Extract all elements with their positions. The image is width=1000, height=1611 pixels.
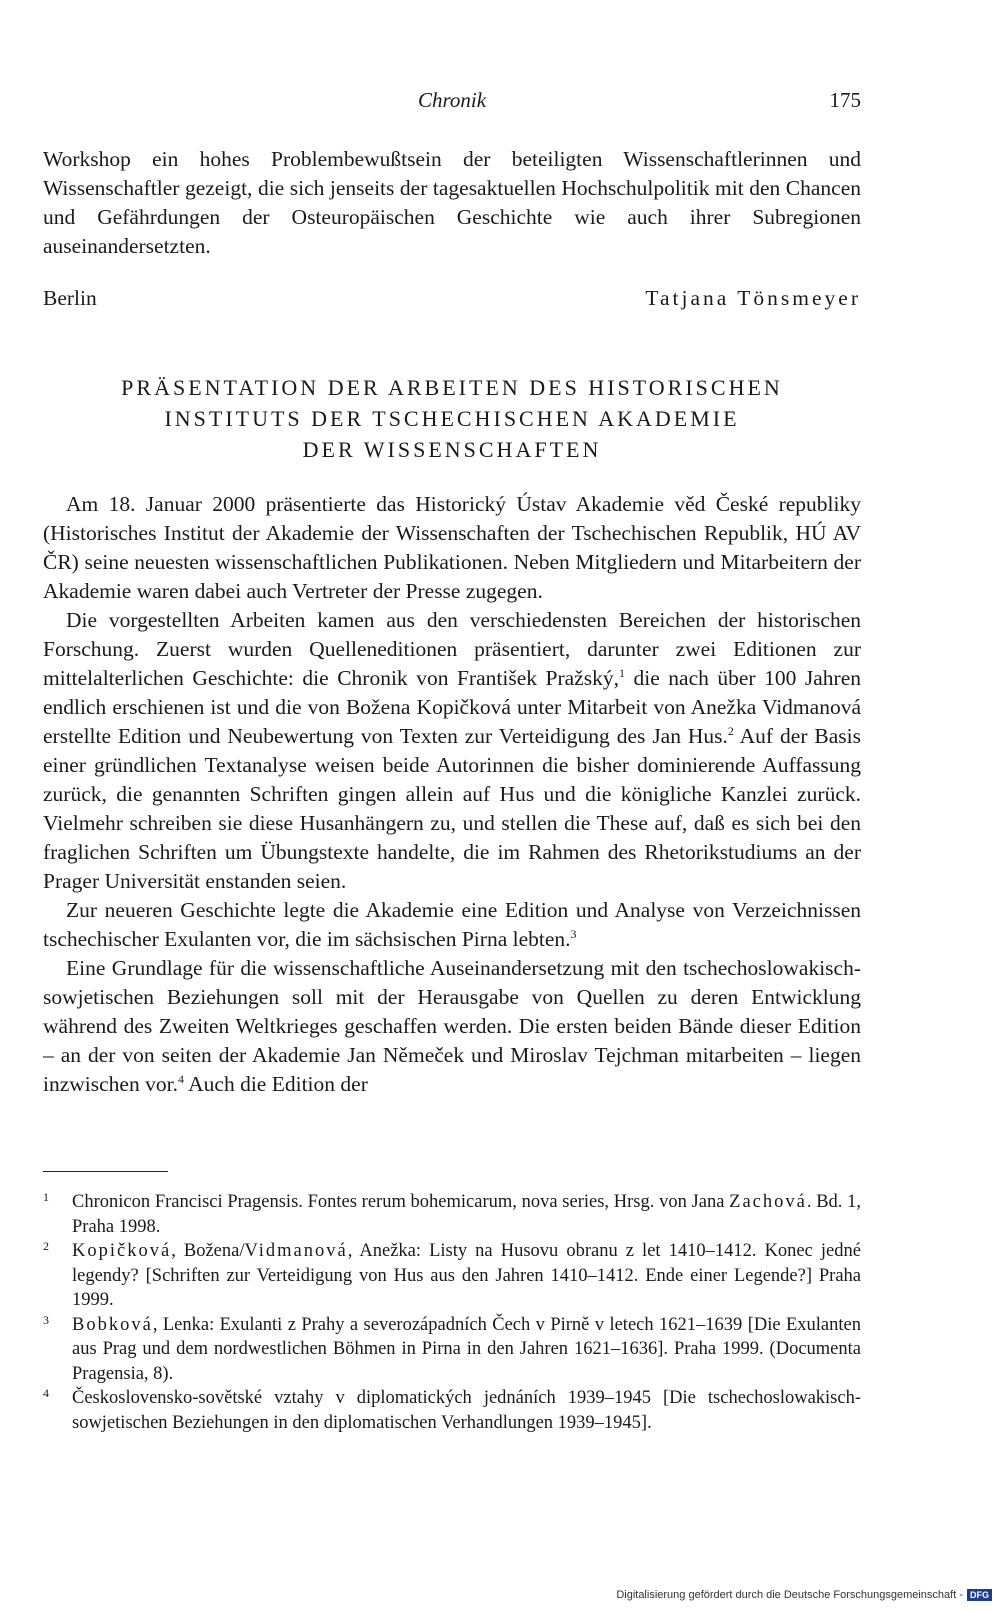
digitization-footer	[616, 1589, 992, 1601]
body-paragraph	[43, 896, 861, 954]
paragraph-text: die nach über 100 Jahren endlich erschienen ist und die von Božena Kopičková unter Mitarbeit von Anežka Vidmanová erstellte Edition und Neubewertung von Texten zur Verteidigung des Jan Hus.	[43, 666, 861, 748]
body-paragraph	[43, 954, 861, 1099]
footnote-mark: 4	[177, 1071, 184, 1086]
footnote-mark: 1	[618, 665, 625, 680]
intro-text	[43, 145, 861, 261]
running-title: Chronik	[417, 88, 487, 112]
section-title-line: PRÄSENTATION DER ARBEITEN DES HISTORISCHEN	[121, 375, 783, 400]
body-paragraph	[43, 490, 861, 606]
section-body	[43, 490, 861, 1099]
footnote-text: , Božena/	[171, 1241, 245, 1261]
footnote-number: 2	[43, 1239, 49, 1253]
footnote-text: Chronicon Francisci Pragensis. Fontes rerum bohemicarum, nova series, Hrsg. von Jana	[72, 1192, 730, 1212]
footnote-author: Kopičková	[72, 1241, 172, 1261]
footnote	[43, 1386, 861, 1435]
footnote	[43, 1239, 861, 1313]
intro-paragraph: Workshop ein hohes Problembewußtsein der beteiligten Wissenschaftlerinnen und Wissenschaftler gezeigt, die sich jenseits der tagesaktuellen Hochschulpolitik mit den Chancen und Gefährdungen der Osteuropäischen Geschichte wie auch ihrer Subregionen auseinandersetzten.	[43, 147, 861, 258]
paragraph-text: Auch die Edition der	[183, 1072, 368, 1096]
section-title-line: DER WISSENSCHAFTEN	[302, 437, 602, 462]
signoff-place: Berlin	[43, 286, 97, 310]
page-number: 175	[829, 88, 861, 112]
footnotes	[43, 1190, 861, 1435]
footnote-number: 1	[43, 1190, 49, 1204]
footnote-number: 4	[43, 1386, 49, 1400]
paragraph-text: Zur neueren Geschichte legte die Akademie eine Edition und Analyse von Verzeichnissen tschechischer Exulanten vor, die im sächsischen Pirna lebten.	[43, 898, 861, 951]
footnote-author: Vidmanová	[244, 1241, 348, 1261]
footnote	[43, 1190, 861, 1239]
paragraph-text: Auf der Basis einer gründlichen Textanalyse weisen beide Autorinnen die bisher dominierende Auffassung zurück, die genannten Schriften gingen allein auf Hus und die königliche Kanzlei zurück. Vielmehr schreiben sie diese Husanhängern zu, und stellen die These auf, daß es sich bei den fraglichen Schriften um Übungstexte handelte, die im Rahmen des Rhetorikstudiums an der Prager Universität enstanden seien.	[43, 724, 861, 893]
footnote-text: Československo-sovětské vztahy v diplomatických jednáních 1939–1945 [Die tschechoslowakisch-sowjetischen Beziehungen in den diplomatischen Verhandlungen 1939–1945].	[72, 1388, 861, 1433]
dfg-logo: DFG	[967, 1589, 992, 1601]
paragraph-text: Am 18. Januar 2000 präsentierte das Historický Ústav Akademie věd České republiky (Historisches Institut der Akademie der Wissenschaften der Tschechischen Republik, HÚ AV ČR) seine neuesten wissenschaftlichen Publikationen. Neben Mitgliedern und Mitarbeitern der Akademie waren dabei auch Vertreter der Presse zugegen.	[43, 492, 861, 603]
footnote-author: Bobková	[72, 1314, 153, 1335]
footnote-text: . Bd. 1, Praha 1998.	[72, 1192, 861, 1237]
body-paragraph	[43, 606, 861, 896]
footnote-number: 3	[43, 1312, 49, 1327]
footnote-mark: 2	[727, 723, 734, 738]
footnote-text: , Anežka: Listy na Husovu obranu z let 1410–1412. Konec jedné legendy? [Schriften zur Verteidigung von Hus aus den Jahren 1410–1412. Ende einer Legende?] Praha 1999.	[72, 1241, 861, 1310]
footnote-separator	[43, 1171, 168, 1172]
digitization-note: Digitalisierung gefördert durch die Deutsche Forschungsgemeinschaft -	[616, 1589, 963, 1601]
footnote	[43, 1313, 861, 1387]
paragraph-text: Eine Grundlage für die wissenschaftliche Auseinandersetzung mit den tschechoslowakisch-sowjetischen Beziehungen soll mit der Herausgabe von Quellen zu deren Entwicklung während des Zweiten Weltkrieges geschaffen werden. Die ersten beiden Bände dieser Edition – an der von seiten der Akademie Jan Němeček und Miroslav Tejchman mitarbeiten – liegen inzwischen vor.	[43, 956, 861, 1096]
page-header	[43, 88, 861, 120]
paragraph-text: Die vorgestellten Arbeiten kamen aus den verschiedensten Bereichen der historischen Forschung. Zuerst wurden Quelleneditionen präsentiert, darunter zwei Editionen zur mittelalterlichen Geschichte: die Chronik von František Pražský,	[43, 608, 861, 690]
section-title-line: INSTITUTS DER TSCHECHISCHEN AKADEMIE	[164, 406, 740, 431]
signoff-author: Tatjana Tönsmeyer	[645, 286, 861, 310]
footnote-author: Zachová	[729, 1192, 807, 1212]
section-title	[43, 372, 861, 465]
footnote-mark: 3	[570, 926, 577, 941]
footnote-text: , Lenka: Exulanti z Prahy a severozápadních Čech v Pirně v letech 1621–1639 [Die Exulanten aus Prag und dem nordwestlichen Böhmen in Pirna in den Jahren 1621–1636]. Praha 1999. (Documenta Pragensia, 8).	[72, 1314, 861, 1384]
